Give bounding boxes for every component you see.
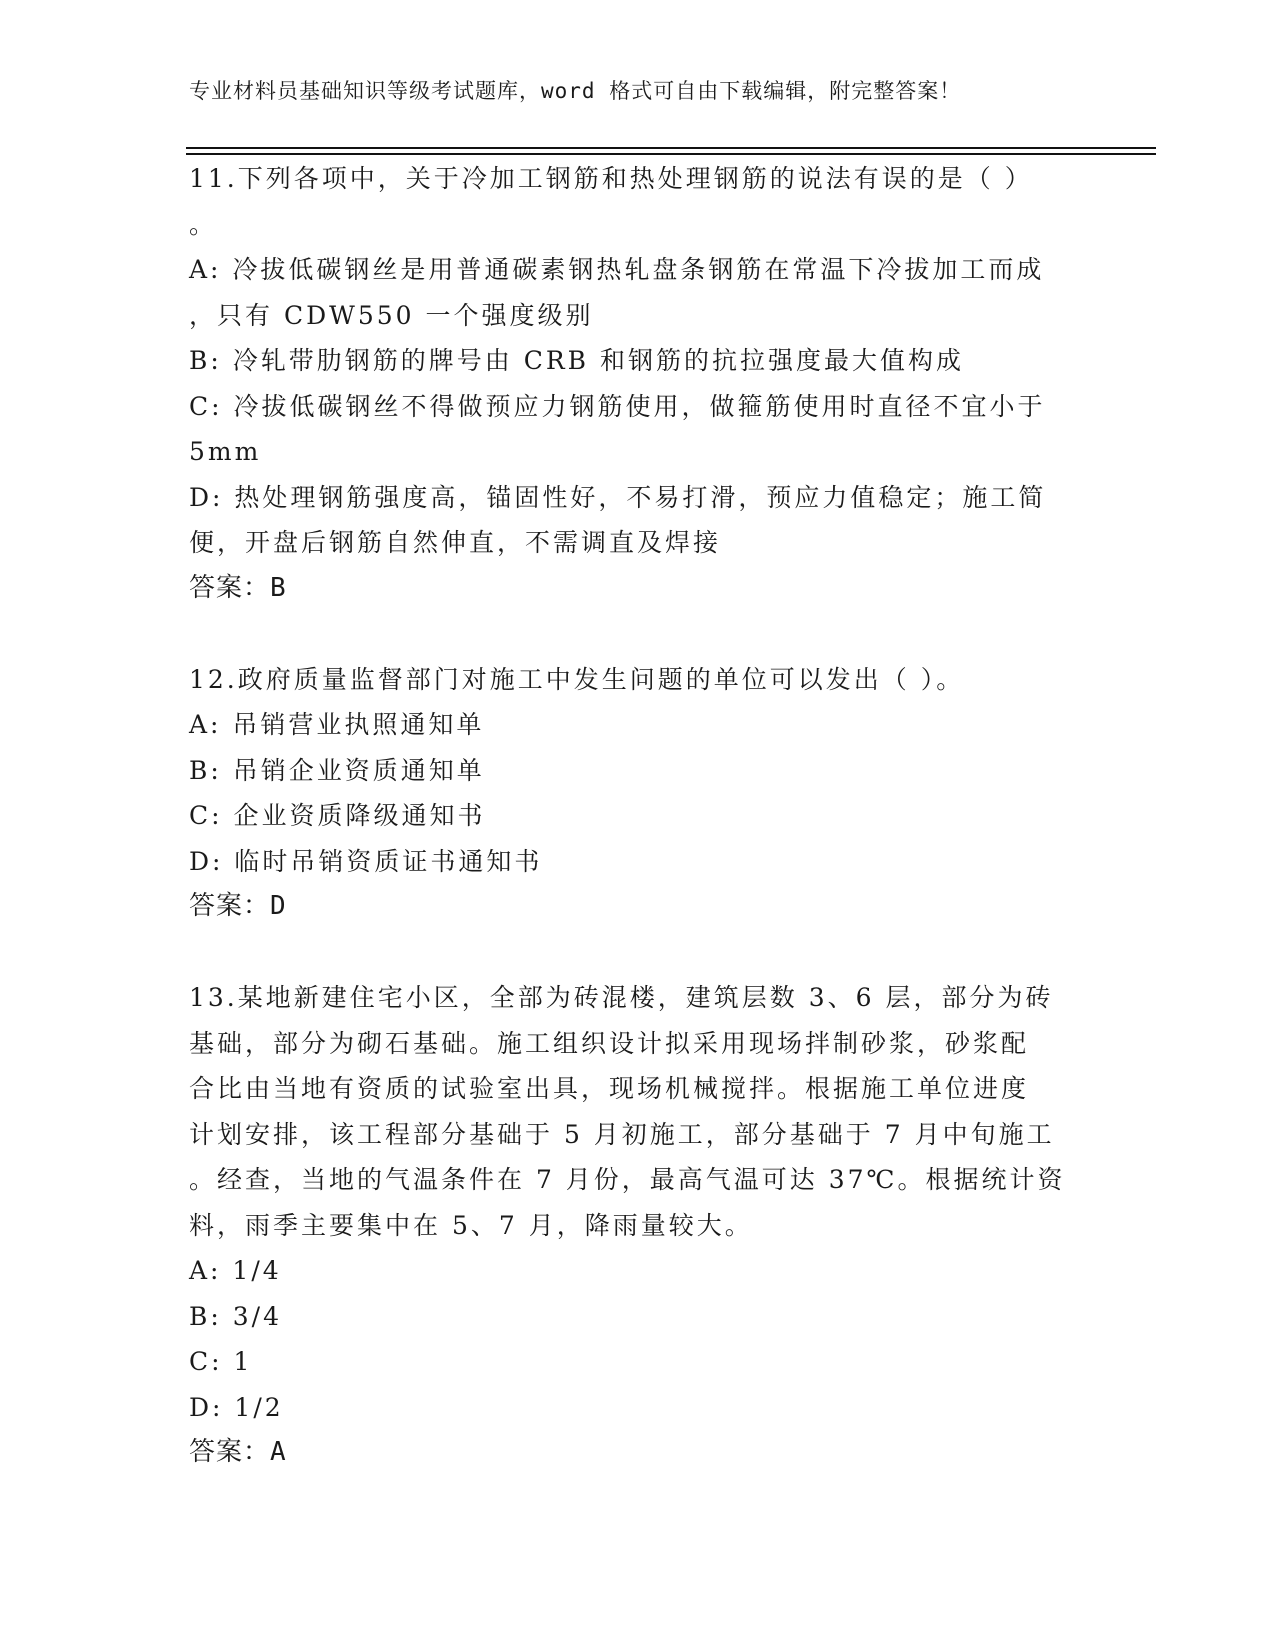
question-block xyxy=(189,657,1089,930)
spacer xyxy=(189,930,1089,976)
question-text: 。经查，当地的气温条件在 7 月份，最高气温可达 37℃。根据统计资 xyxy=(189,1165,1066,1194)
option-a: A: 冷拔低碳钢丝是用普通碳素钢热轧盘条钢筋在常温下冷拔加工而成 xyxy=(189,255,1045,284)
question-text: 计划安排，该工程部分基础于 5 月初施工，部分基础于 7 月中旬施工 xyxy=(189,1119,1055,1149)
answer-label: 答案：D xyxy=(189,891,287,921)
question-block xyxy=(189,975,1089,1476)
question-text: 基础，部分为砌石基础。施工组织设计拟采用现场拌制砂浆，砂浆配 xyxy=(189,1028,1030,1058)
answer-label: 答案：B xyxy=(189,572,287,603)
question-text: 12.政府质量监督部门对施工中发生问题的单位可以发出（ ）。 xyxy=(189,664,965,694)
option-c: C: 企业资质降级通知书 xyxy=(189,801,486,830)
option-c-continued: 5mm xyxy=(189,437,262,466)
question-text: 11.下列各项中，关于冷加工钢筋和热处理钢筋的说法有误的是（ ） xyxy=(189,164,1033,193)
option-d: D: 1/2 xyxy=(189,1392,284,1422)
option-b: B: 吊销企业资质通知单 xyxy=(189,755,485,785)
header-divider-bottom xyxy=(186,153,1156,155)
option-d-continued: 便，开盘后钢筋自然伸直，不需调直及焊接 xyxy=(189,528,722,557)
question-text: 。 xyxy=(189,209,218,239)
option-a-continued: ，只有 CDW550 一个强度级别 xyxy=(189,300,594,330)
question-block xyxy=(189,156,1089,611)
header-divider-top xyxy=(186,147,1156,149)
answer-label: 答案：A xyxy=(189,1437,287,1467)
option-c: C: 冷拔低碳钢丝不得做预应力钢筋使用，做箍筋使用时直径不宜小于 xyxy=(189,391,1046,421)
option-b: B: 冷轧带肋钢筋的牌号由 CRB 和钢筋的抗拉强度最大值构成 xyxy=(189,346,964,375)
question-text: 合比由当地有资质的试验室出具，现场机械搅拌。根据施工单位进度 xyxy=(189,1074,1030,1103)
question-list xyxy=(189,156,1089,1476)
option-d: D: 热处理钢筋强度高，锚固性好，不易打滑，预应力值稳定；施工简 xyxy=(189,482,1047,512)
spacer xyxy=(189,611,1089,657)
option-b: B: 3/4 xyxy=(189,1301,282,1331)
question-text: 料，雨季主要集中在 5、7 月，降雨量较大。 xyxy=(189,1210,753,1240)
page-header: 专业材料员基础知识等级考试题库，word 格式可自由下载编辑，附完整答案！ xyxy=(189,79,962,103)
option-d: D: 临时吊销资质证书通知书 xyxy=(189,846,543,876)
option-c: C: 1 xyxy=(189,1347,253,1376)
question-text: 13.某地新建住宅小区，全部为砖混楼，建筑层数 3、6 层，部分为砖 xyxy=(189,983,1054,1012)
option-a: A: 1/4 xyxy=(189,1256,282,1285)
option-a: A: 吊销营业执照通知单 xyxy=(189,710,485,739)
